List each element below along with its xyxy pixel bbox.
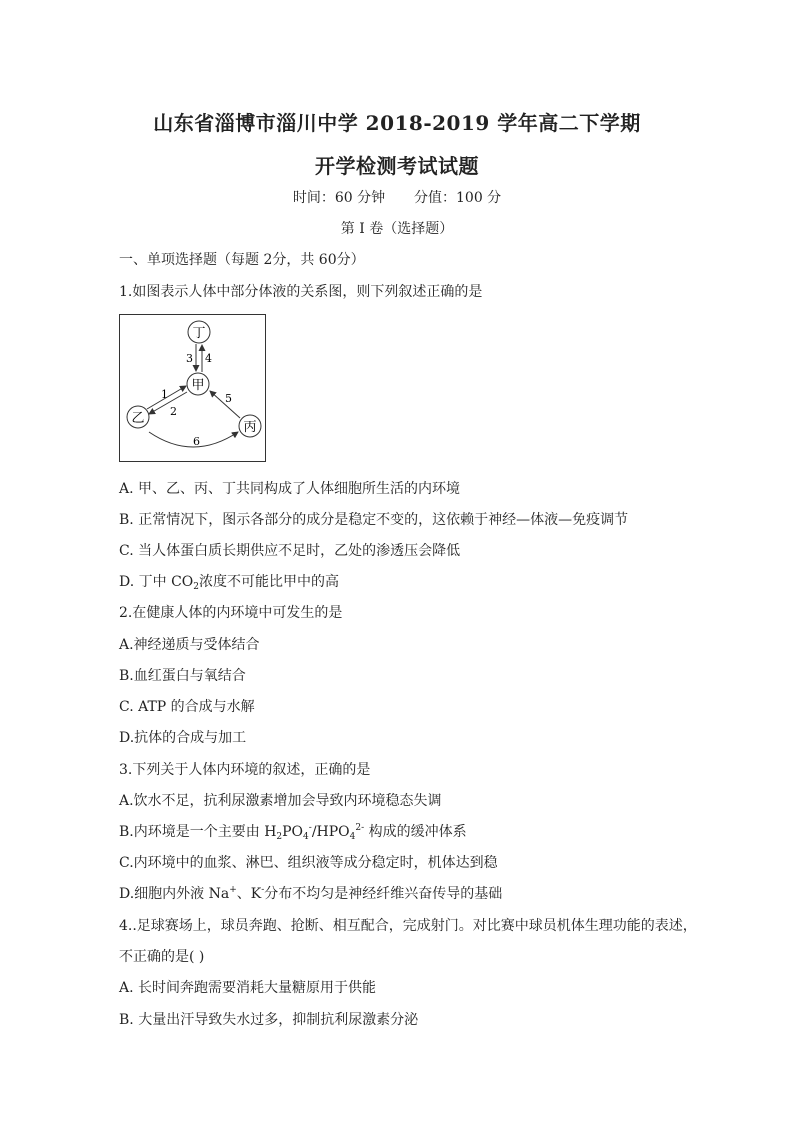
exam-meta <box>0 187 794 207</box>
q2-option-c: C. ATP 的合成与水解 <box>119 699 255 715</box>
node-jia-label: 甲 <box>191 378 205 393</box>
arrow-6-label: 6 <box>193 435 200 448</box>
q3-option-d-text-3: 分布不均匀是神经纤维兴奋传导的基础 <box>264 886 503 902</box>
exam-title-line1: 山东省淄博市淄川中学 2018-2019 学年高二下学期 <box>153 111 641 135</box>
body-fluid-diagram <box>119 314 266 462</box>
q3-option-b-sub-2: 4 <box>303 832 309 842</box>
q1-option-d-subscript: 2 <box>193 582 199 592</box>
arrow-1-label: 1 <box>161 388 168 401</box>
arrow-2 <box>149 392 187 414</box>
question-1-stem: 1.如图表示人体中部分体液的关系图，则下列叙述正确的是 <box>119 284 483 300</box>
q1-option-d <box>119 571 339 592</box>
question-4-stem-line2: 不正确的是( ) <box>119 949 205 965</box>
q3-option-a: A.饮水不足，抗利尿激素增加会导致内环境稳态失调 <box>119 793 442 809</box>
q2-option-d: D.抗体的合成与加工 <box>119 730 247 746</box>
q3-option-d-sup-1: + <box>229 885 237 895</box>
q3-option-b-text-1: B.内环境是一个主要由 H <box>119 824 277 840</box>
exam-score: 分值：100 分 <box>414 190 502 206</box>
q3-option-b-sup-2: 2- <box>355 823 365 833</box>
question-3-stem: 3.下列关于人体内环境的叙述，正确的是 <box>119 762 371 778</box>
q1-option-d-text-1: D. 丁中 CO <box>119 574 194 590</box>
arrow-2-label: 2 <box>170 405 177 418</box>
q3-option-d-sup-2: - <box>261 885 265 895</box>
q3-option-b-sub-1: 2 <box>276 832 283 842</box>
section-heading: 一、单项选择题（每题 2分，共 60分） <box>119 252 365 268</box>
q3-option-b-sub-3: 4 <box>349 832 356 842</box>
question-2-stem: 2.在健康人体的内环境中可发生的是 <box>119 605 343 621</box>
arrow-3-label: 3 <box>186 352 193 365</box>
q3-option-b <box>119 821 467 842</box>
exam-title-line2: 开学检测考试试题 <box>315 154 479 178</box>
q3-option-b-text-3: /HPO <box>311 824 350 840</box>
q2-option-a: A.神经递质与受体结合 <box>119 637 260 653</box>
q3-option-b-text-4: 构成的缓冲体系 <box>364 824 467 840</box>
q4-option-b: B. 大量出汗导致失水过多，抑制抗利尿激素分泌 <box>119 1012 419 1028</box>
q1-option-d-text-2: 浓度不可能比甲中的高 <box>199 574 339 590</box>
volume-heading: 第 I 卷（选择题） <box>340 221 454 237</box>
q1-option-b: B. 正常情况下，图示各部分的成分是稳定不变的，这依赖于神经—体液—免疫调节 <box>119 512 629 528</box>
node-ding-label: 丁 <box>192 326 206 341</box>
q3-option-d-text-1: D.细胞内外液 Na <box>119 886 230 902</box>
q3-option-d-text-2: 、K <box>236 886 262 902</box>
q1-option-a: A. 甲、乙、丙、丁共同构成了人体细胞所生活的内环境 <box>119 481 461 497</box>
exam-time: 时间：60 分钟 <box>292 190 386 206</box>
q3-option-b-text-2: PO <box>282 824 304 840</box>
q3-option-d <box>119 883 502 903</box>
question-4-stem-line1: 4..足球赛场上，球员奔跑、抢断、相互配合，完成射门。对比赛中球员机体生理功能的表述， <box>119 918 697 934</box>
arrow-4-label: 4 <box>205 352 212 365</box>
node-bing-label: 丙 <box>243 420 257 435</box>
arrow-5-label: 5 <box>225 392 232 405</box>
q4-option-a: A. 长时间奔跑需要消耗大量糖原用于供能 <box>119 980 377 996</box>
q2-option-b: B.血红蛋白与氧结合 <box>119 668 246 684</box>
q3-option-b-sup-1: - <box>308 823 312 833</box>
q1-option-c: C. 当人体蛋白质长期供应不足时，乙处的渗透压会降低 <box>119 543 461 559</box>
node-yi-label: 乙 <box>131 411 145 426</box>
q3-option-c: C.内环境中的血浆、淋巴、组织液等成分稳定时，机体达到稳 <box>119 855 498 871</box>
